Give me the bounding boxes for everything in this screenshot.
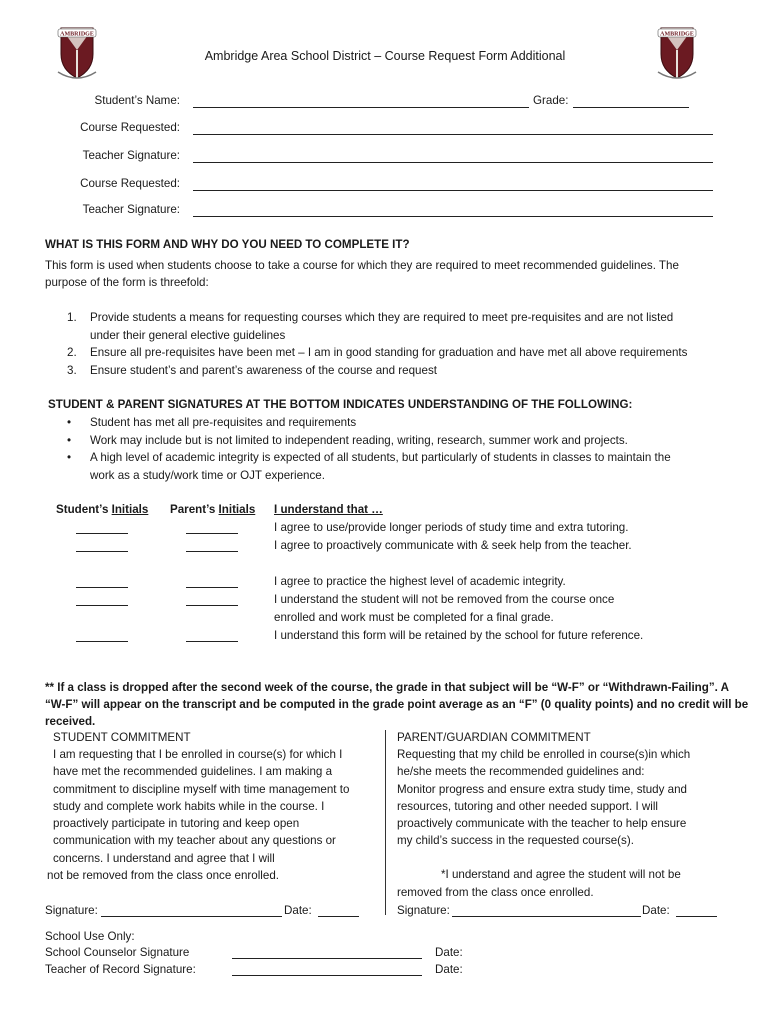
list-item: 3. Ensure student’s and parent’s awareness of the course and request (67, 363, 437, 377)
teacher-signature-label-1: Teacher Signature: (82, 149, 180, 162)
parent-initials-header: Parent’s Initials (170, 503, 256, 516)
statement-communicate: I agree to proactively communicate with & seek help from the teacher. (274, 539, 632, 552)
withdraw-notice-line-1: ** If a class is dropped after the second week of the course, the grade in that subject will be “W-F” or “Withdrawn-Failing”. A (45, 681, 730, 694)
counselor-signature-label: School Counselor Signature (45, 946, 190, 959)
list-item: • Student has met all pre-requisites and requirements (67, 416, 357, 429)
statement-study-time: I agree to use/provide longer periods of study time and extra tutoring. (274, 521, 629, 534)
teacher-record-signature-label: Teacher of Record Signature: (45, 963, 196, 976)
form-title: Ambridge Area School District – Course Request Form Additional (204, 49, 566, 63)
withdraw-notice-line-2: “W-F” will appear on the transcript and be computed in the grade point average as an “F” (0 quality points) and no credit will be (45, 698, 749, 711)
parent-date-label: Date: (642, 904, 670, 917)
grade-label: Grade: (533, 94, 569, 107)
parent-commitment-text: Requesting that my child be enrolled in course(s)in which he/she meets the recommended guidelines and: Monitor progress and ensure extra study time, study and resources, tutoring and other needed support. I will proactively communicate with the teacher to help ensure my child’s success in the requested course(s). (397, 748, 691, 848)
parent-agree-line-1: *I understand and agree the student will not be (441, 868, 681, 881)
svg-text:AMBRIDGE: AMBRIDGE (660, 31, 694, 38)
teacher-signature-field-2[interactable] (193, 216, 713, 217)
student-initials-blank-2[interactable] (76, 551, 128, 552)
list-item: • Work may include but is not limited to independent reading, writing, research, summer work and projects. (67, 433, 628, 447)
statement-integrity: I agree to practice the highest level of academic integrity. (274, 575, 566, 588)
student-name-field[interactable] (193, 107, 529, 108)
parent-initials-blank-5[interactable] (186, 641, 238, 642)
student-commitment-text: I am requesting that I be enrolled in course(s) for which I have met the recommended guidelines. I am making a commitment to discipline myself with time management to study and complete work habits while in the course. I proactively participate in tutoring and keep open communication with my teacher about any questions or concerns. I understand and agree that I will (53, 748, 350, 865)
student-date-label: Date: (284, 904, 312, 917)
parent-signature-label: Signature: (397, 904, 450, 917)
intro-text-line-1: This form is used when students choose to take a course for which they are required to meet recommended guidelines. The (45, 259, 679, 272)
student-initials-blank-3[interactable] (76, 587, 128, 588)
school-use-heading: School Use Only: (45, 930, 135, 943)
student-name-label: Student’s Name: (94, 94, 180, 107)
teacher-record-signature-field[interactable] (232, 975, 422, 976)
intro-heading: WHAT IS THIS FORM AND WHY DO YOU NEED TO COMPLETE IT? (45, 238, 410, 251)
student-commitment-last-line: not be removed from the class once enrolled. (47, 869, 279, 882)
parent-initials-blank-1[interactable] (186, 533, 238, 534)
student-initials-header: Student’s Initials (56, 503, 149, 516)
intro-text-line-2: purpose of the form is threefold: (45, 276, 209, 289)
student-initials-blank-5[interactable] (76, 641, 128, 642)
parent-initials-blank-3[interactable] (186, 587, 238, 588)
course-requested-field-2[interactable] (193, 190, 713, 191)
grade-field[interactable] (573, 107, 689, 108)
understand-header: I understand that … (274, 503, 383, 516)
parent-commitment-heading: PARENT/GUARDIAN COMMITMENT (397, 731, 591, 744)
student-commitment-heading: STUDENT COMMITMENT (53, 731, 191, 744)
purpose-list (45, 309, 735, 379)
course-requested-label-1: Course Requested: (80, 121, 180, 134)
list-item: • A high level of academic integrity is expected of all students, but particularly of students in classes to maintain the work as a study/work time or OJT experience. (67, 451, 671, 482)
teacher-signature-label-2: Teacher Signature: (82, 203, 180, 216)
signatures-heading: STUDENT & PARENT SIGNATURES AT THE BOTTOM INDICATES UNDERSTANDING OF THE FOLLOWING: (48, 398, 633, 411)
statement-final-grade: enrolled and work must be completed for a final grade. (274, 611, 554, 624)
svg-text:AMBRIDGE: AMBRIDGE (60, 31, 94, 38)
understanding-bullets (45, 414, 735, 484)
list-item: 1. Provide students a means for requesting courses which they are required to meet pre-requisites and are not listed under their general elective guidelines (67, 311, 674, 342)
parent-signature-field[interactable] (452, 916, 641, 917)
course-requested-field-1[interactable] (193, 134, 713, 135)
statement-not-removed: I understand the student will not be removed from the course once (274, 593, 615, 606)
student-initials-blank-4[interactable] (76, 605, 128, 606)
student-initials-blank-1[interactable] (76, 533, 128, 534)
withdraw-notice-line-3: received. (45, 715, 96, 728)
list-item: 2. Ensure all pre-requisites have been met – I am in good standing for graduation and have met all above requirements (67, 346, 688, 359)
parent-initials-blank-2[interactable] (186, 551, 238, 552)
parent-initials-blank-4[interactable] (186, 605, 238, 606)
counselor-signature-field[interactable] (232, 958, 422, 959)
student-signature-field[interactable] (101, 916, 282, 917)
statement-retained: I understand this form will be retained by the school for future reference. (274, 629, 644, 642)
parent-date-field[interactable] (676, 916, 717, 917)
student-signature-label: Signature: (45, 904, 98, 917)
parent-agree-line-2: removed from the class once enrolled. (397, 886, 594, 899)
teacher-record-date-label: Date: (435, 963, 463, 976)
commitment-divider (385, 730, 386, 915)
counselor-date-label: Date: (435, 946, 463, 959)
course-requested-label-2: Course Requested: (80, 177, 180, 190)
student-date-field[interactable] (318, 916, 359, 917)
teacher-signature-field-1[interactable] (193, 162, 713, 163)
